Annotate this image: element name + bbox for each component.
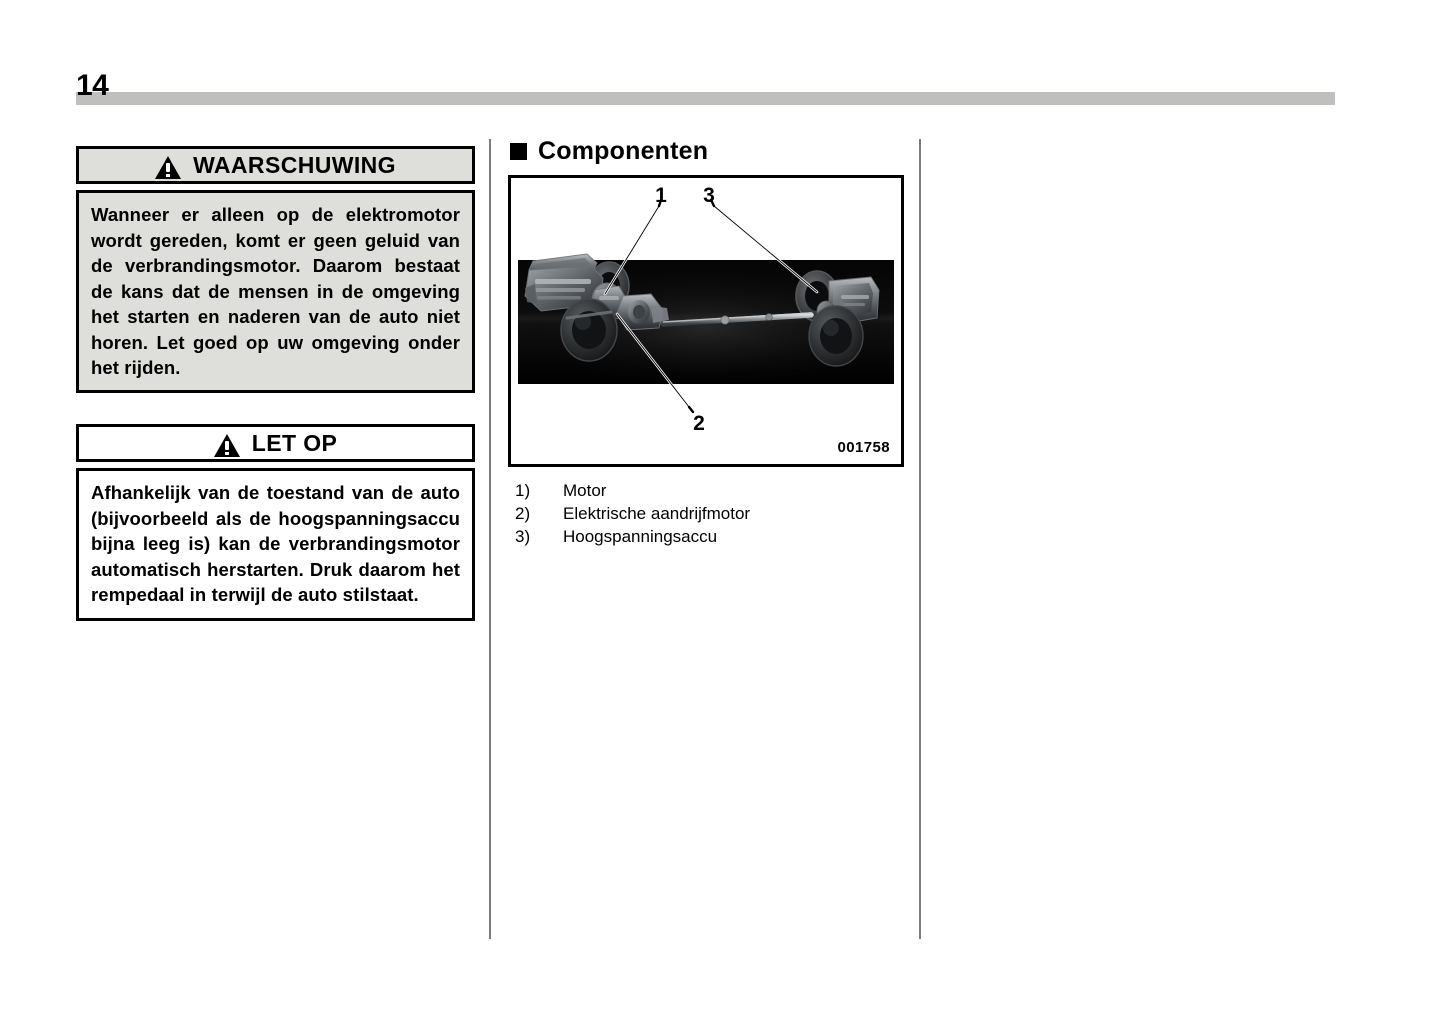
component-list [515,479,915,548]
list-item-number: 1) [515,481,531,500]
filled-square-bullet-icon [510,143,527,160]
list-item-label: Hoogspanningsaccu [563,527,718,546]
header-rule [76,92,1335,105]
warning-header [76,146,475,184]
caution-title: LET OP [251,430,338,456]
column-divider-left [489,139,491,939]
drivetrain-illustration [511,178,901,464]
list-item [515,525,915,548]
warning-text: Wanneer er alleen op de elektromotor wordt gereden, komt er geen geluid van de verbrandingsmotor. Daarom bestaat de kans dat de mensen in de omgeving het starten en naderen van de auto niet horen. Let goed op uw omgeving onder het rijden. [91,204,460,378]
warning-triangle-icon [155,156,181,179]
warning-title: WAARSCHUWING [193,152,396,178]
section-heading-label: Componenten [538,137,709,165]
list-item-label: Elektrische aandrijfmotor [563,504,751,523]
column-divider-right [919,139,921,939]
page-number: 14 [76,69,109,102]
caution-header [76,424,475,462]
figure-id: 001758 [837,439,890,456]
caution-text: Afhankelijk van de toestand van de auto (bijvoorbeeld als de hoogspanningsaccu bijna leeg is) kan de verbrandingsmotor automatisch herstarten. Druk daarom het rempedaal in terwijl de auto stilstaat. [91,482,460,605]
section-heading [510,137,708,165]
caution-body [76,468,475,621]
svg-text:2: 2 [693,412,705,435]
list-item [515,502,915,525]
svg-text:1: 1 [655,184,667,207]
warning-body [76,190,475,393]
list-item-number: 3) [515,527,531,546]
svg-text:3: 3 [703,184,715,207]
warning-triangle-icon [214,434,240,457]
list-item-label: Motor [563,481,607,500]
figure-frame [508,175,904,467]
list-item-number: 2) [515,504,531,523]
list-item [515,479,915,502]
